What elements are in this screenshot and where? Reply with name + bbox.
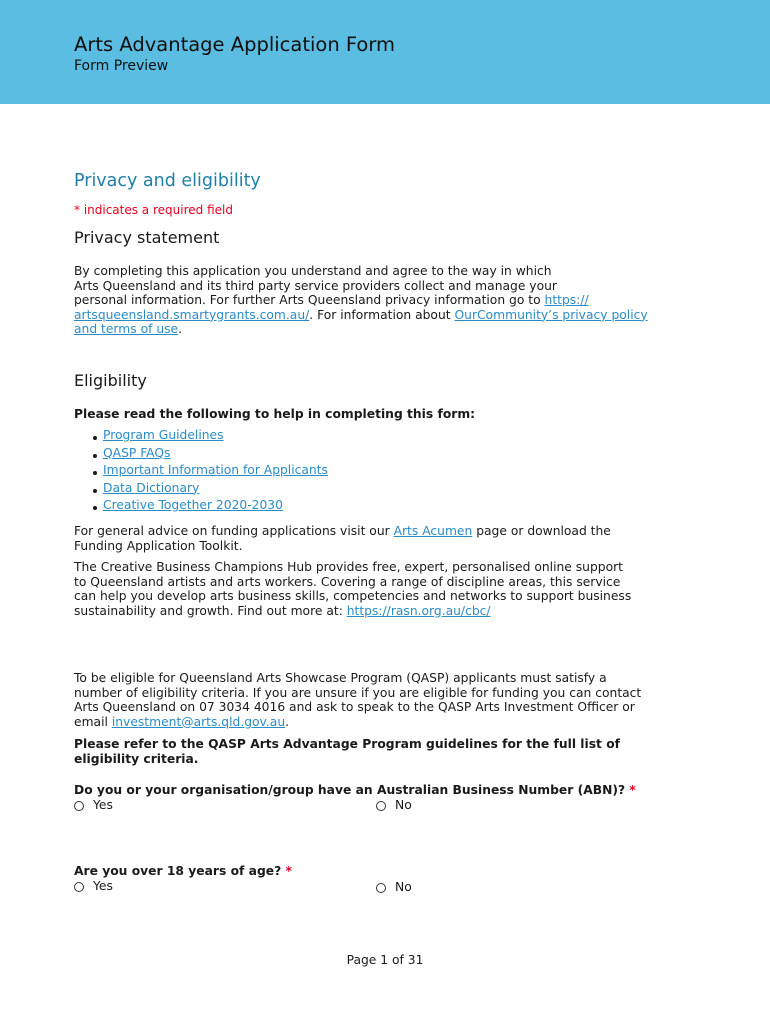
- form-title: Arts Advantage Application Form: [74, 33, 396, 56]
- advice-line-1-text: For general advice on funding applications visit our: [74, 524, 394, 538]
- refer-line-2: eligibility criteria.: [74, 751, 199, 766]
- privacy-line-3: [74, 293, 686, 308]
- privacy-line-1: By completing this application you understand and agree to the way in which: [74, 264, 552, 278]
- general-advice-text: [74, 524, 686, 553]
- abn-question-text: Do you or your organisation/group have an Australian Business Number (ABN)?: [74, 783, 626, 797]
- advice-line-1-end: page or download the: [472, 524, 611, 538]
- privacy-line-4-text: . For information about: [309, 307, 455, 322]
- eligibility-heading: Eligibility: [74, 371, 147, 390]
- elig-line-4: [74, 715, 686, 730]
- privacy-line-2: Arts Queensland and its third party service providers collect and manage your: [74, 278, 557, 293]
- form-header: [0, 0, 770, 104]
- radio-label: Yes: [93, 798, 113, 812]
- radio-label: Yes: [93, 879, 113, 893]
- privacy-line-4: [74, 308, 686, 323]
- age-yes-radio[interactable]: [74, 879, 113, 893]
- privacy-line-5-text: .: [178, 322, 183, 337]
- elig-line-1: To be eligible for Queensland Arts Showcase Program (QASP) applicants must satisfy a: [74, 671, 607, 685]
- eligibility-criteria-text: [74, 671, 686, 729]
- bullet-dot: [93, 436, 97, 440]
- hub-line-3: can help you develop arts business skills, competencies and networks to support business: [74, 589, 632, 604]
- investment-email-link[interactable]: investment@arts.qld.gov.au: [111, 714, 286, 729]
- required-asterisk: *: [629, 783, 636, 797]
- page-number: Page 1 of 31: [346, 953, 424, 967]
- hub-line-1: The Creative Business Champions Hub provides free, expert, personalised online support: [74, 560, 623, 574]
- elig-line-2: number of eligibility criteria. If you are unsure if you are eligible for funding you can contact: [74, 685, 642, 700]
- hub-line-4-text: sustainability and growth. Find out more at:: [74, 603, 347, 618]
- radio-label: No: [395, 798, 412, 812]
- privacy-line-5: [74, 322, 686, 337]
- important-information-link[interactable]: Important Information for Applicants: [103, 463, 328, 477]
- abn-question-label: [74, 783, 686, 798]
- radio-circle-icon[interactable]: [376, 801, 386, 811]
- creative-together-link[interactable]: Creative Together 2020-2030: [103, 498, 283, 512]
- hub-line-2: to Queensland artists and arts workers. Covering a range of discipline areas, this service: [74, 574, 621, 589]
- radio-circle-icon[interactable]: [74, 801, 84, 811]
- age-question-text: Are you over 18 years of age?: [74, 864, 282, 878]
- privacy-statement-text: [74, 264, 686, 337]
- radio-label: No: [395, 880, 412, 894]
- read-following-text: Please read the following to help in completing this form:: [74, 407, 476, 421]
- list-item: [74, 427, 686, 445]
- list-item: [74, 497, 686, 515]
- refer-line-1: Please refer to the QASP Arts Advantage Program guidelines for the full list of: [74, 737, 621, 751]
- elig-line-3: Arts Queensland on 07 3034 4016 and ask to speak to the QASP Arts Investment Officer or: [74, 700, 635, 715]
- program-guidelines-link[interactable]: Program Guidelines: [103, 428, 224, 442]
- bullet-dot: [93, 506, 97, 510]
- required-field-note: * indicates a required field: [74, 203, 233, 217]
- business-hub-text: [74, 560, 686, 618]
- elig-line-4-text: email: [74, 714, 112, 729]
- bullet-dot: [93, 471, 97, 475]
- form-subtitle: Form Preview: [74, 58, 169, 74]
- radio-circle-icon[interactable]: [74, 882, 84, 892]
- required-asterisk: *: [285, 864, 292, 878]
- abn-no-radio[interactable]: [376, 798, 412, 812]
- refer-guidelines-text: [74, 737, 686, 766]
- ourcommunity-privacy-link[interactable]: OurCommunity’s privacy policy: [454, 307, 648, 322]
- privacy-line-3-text: personal information. For further Arts Queensland privacy information go to: [74, 293, 545, 308]
- hub-line-4: [74, 604, 686, 619]
- age-radio-group: [74, 879, 686, 895]
- advice-line-2: Funding Application Toolkit.: [74, 538, 243, 553]
- elig-line-4-end: .: [285, 714, 290, 729]
- list-item: [74, 480, 686, 498]
- list-item: [74, 445, 686, 463]
- privacy-statement-heading: Privacy statement: [74, 228, 220, 247]
- data-dictionary-link[interactable]: Data Dictionary: [103, 480, 200, 495]
- bullet-dot: [93, 489, 97, 493]
- rasn-cbc-link[interactable]: https://rasn.org.au/cbc/: [346, 603, 491, 618]
- privacy-url-link-continued[interactable]: artsqueensland.smartygrants.com.au/: [74, 307, 310, 322]
- section-title: Privacy and eligibility: [74, 171, 261, 191]
- age-question-label: [74, 864, 686, 879]
- arts-acumen-link[interactable]: Arts Acumen: [393, 524, 473, 538]
- qasp-faqs-link[interactable]: QASP FAQs: [103, 445, 171, 460]
- list-item: [74, 462, 686, 480]
- radio-circle-icon[interactable]: [376, 883, 386, 893]
- advice-line-1: [74, 524, 686, 539]
- guidance-link-list: [74, 427, 686, 515]
- age-no-radio[interactable]: [376, 880, 412, 894]
- bullet-dot: [93, 454, 97, 458]
- privacy-url-link[interactable]: https://: [544, 293, 589, 308]
- abn-yes-radio[interactable]: [74, 798, 113, 812]
- abn-radio-group: [74, 798, 686, 814]
- terms-of-use-link[interactable]: and terms of use: [74, 322, 179, 337]
